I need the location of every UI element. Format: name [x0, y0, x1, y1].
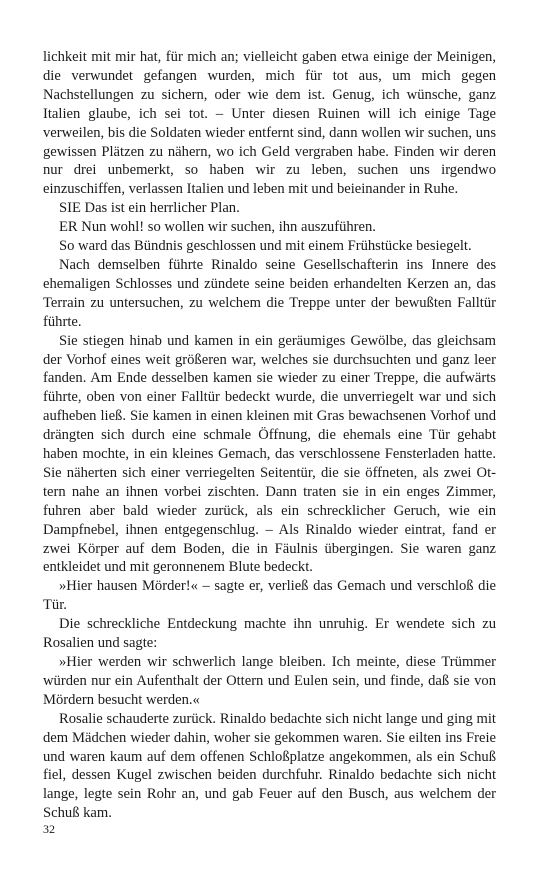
paragraph: Sie stiegen hinab und kamen in ein geräumiges Gewölbe, das gleichsam der Vorhof eines weit größeren war, welches sie durchsuchten und ganz leer fanden. Am Ende desselben kamen sie wieder zu einer Treppe, die aufwärts führte, oben von einer Falltür bedeckt wurde, die unverriegelt war und sich aufheben ließ. Sie kamen in einen kleinen mit Gras bewachsenen Vorhof und drängten sich durch eine schmale Öffnung, die ehemals eine Tür gehabt haben mochte, in ein kleines Gemach, das verschlossene Fensterladen hatte. Sie näherten sich einer verriegelten Seitentür, die sie öffneten, als zwei Ottern nahe an ihnen vorbei zischten. Dann traten sie in ein enges Zimmer, fuhren aber bald wieder zurück, als ein schrecklicher Geruch, wie ein Dampfnebel, ihnen entgegenschlug. – Als Rinaldo wieder eintrat, fand er zwei Körper auf dem Boden, die in Fäulnis übergingen. Sie waren ganz entkleidet und mit geronnenem Blute bedeckt.: [43, 332, 496, 576]
paragraph: Rosalie schauderte zurück. Rinaldo bedachte sich nicht lange und ging mit dem Mädchen wieder dahin, woher sie gekommen waren. Sie eilten ins Freie und waren kaum auf dem offenen Schloßplatze angekommen, als ein Schuß fiel, dessen Kugel zwischen beiden durchfuhr. Rinaldo bedachte sich nicht lange, legte sein Rohr an, und gab Feuer auf den Busch, aus welchem der Schuß kam.: [43, 710, 496, 822]
paragraph: Die schreckliche Entdeckung machte ihn unruhig. Er wendete sich zu Rosalien und sagte:: [43, 616, 496, 652]
paragraph: So ward das Bündnis geschlossen und mit einem Frühstücke besiegelt.: [59, 238, 472, 255]
paragraph: »Hier werden wir schwerlich lange bleiben. Ich meinte, diese Trümmer würden nur ein Aufenthalt der Ottern und Eulen sein, und finde, daß sie von Mördern besucht werden.«: [43, 654, 496, 708]
paragraph: Nach demselben führte Rinaldo seine Gesellschafterin ins Innere des ehemaligen Schlosses und zündete seine beiden erhandelten Kerzen an, das Terrain zu untersuchen, zu welchem die Treppe unter der bewußten Falltür führte.: [43, 256, 496, 330]
paragraph: lichkeit mit mir hat, für mich an; vielleicht gaben etwa einige der Meinigen, die verwundet gefangen wurden, mich für tot aus, um mich gegen Nachstellungen zu sichern, oder wie dem ist. Genug, ich wünsche, ganz Italien glaube, ich sei tot. – Unter diesen Ruinen will ich einige Tage verweilen, bis die Soldaten wieder entfernt sind, dann wollen wir suchen, uns gewissen Plätzen zu nähern, wo ich Geld vergraben habe. Finden wir deren nur drei unbemerkt, so haben wir zu leben, suchen uns irgendwo einzuschiffen, verlassen Italien und leben mit und beieinander in Ruhe.: [43, 49, 496, 198]
paragraph: »Hier hausen Mörder!« – sagte er, verließ das Gemach und verschloß die Tür.: [43, 578, 496, 614]
paragraph: ER Nun wohl! so wollen wir suchen, ihn auszuführen.: [59, 219, 376, 236]
body-text: [43, 48, 496, 823]
paragraph: SIE Das ist ein herrlicher Plan.: [59, 200, 240, 217]
page-number: 32: [43, 822, 55, 836]
